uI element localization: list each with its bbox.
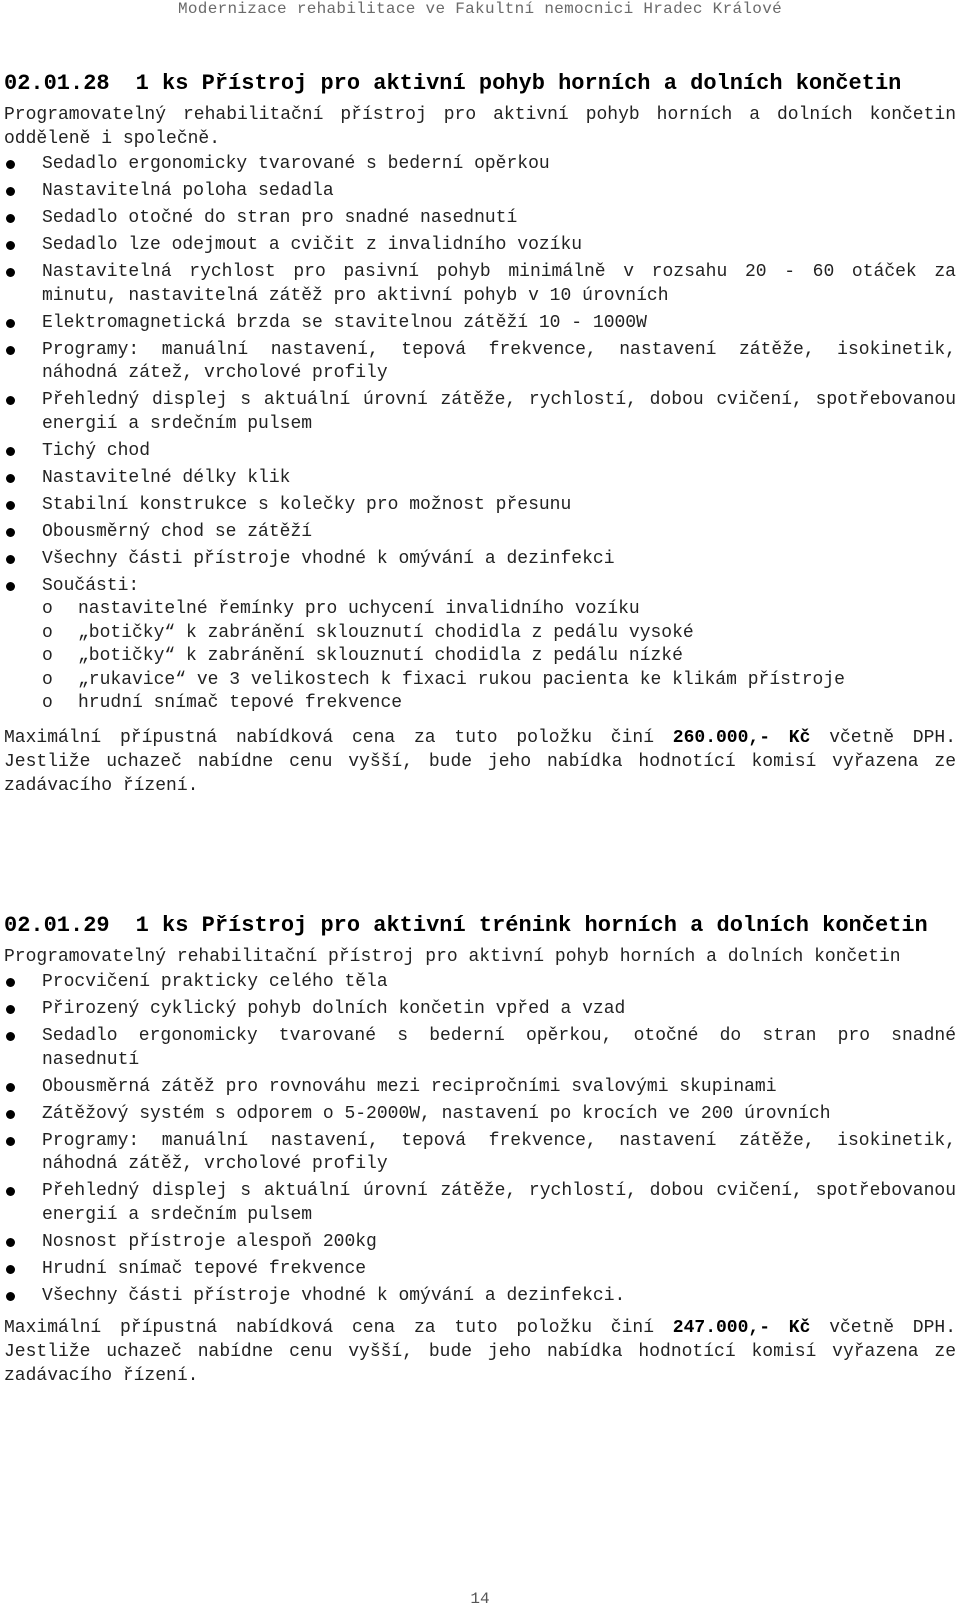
bullet-icon xyxy=(6,241,15,250)
section-heading xyxy=(4,912,956,939)
section-heading xyxy=(4,70,956,97)
list-item: Přehledný displej s aktuální úrovní zátěže, rychlostí, dobou cvičení, spotřebovanou energií a srdečním pulsem xyxy=(4,389,956,436)
page-header: Modernizace rehabilitace ve Fakultní nemocnici Hradec Králové xyxy=(178,0,782,18)
price-paragraph: Maximální přípustná nabídková cena za tuto položku činí 247.000,- Kč včetně DPH. Jestliže uchazeč nabídne cenu vyšší, bude jeho nabídka hodnotící komisí vyřazena ze zadávacího řízení. xyxy=(4,1318,956,1386)
list-item: Všechny části přístroje vhodné k omývání a dezinfekci. xyxy=(4,1285,956,1309)
sub-list-item: o hrudní snímač tepové frekvence xyxy=(4,692,956,716)
bullet-icon xyxy=(6,268,15,277)
bullet-icon xyxy=(6,1292,15,1301)
section-number: 02.01.29 xyxy=(4,913,110,938)
list-item: Nastavitelná poloha sedadla xyxy=(4,180,956,204)
list-item: Přirozený cyklický pohyb dolních končetin vpřed a vzad xyxy=(4,998,956,1022)
section-title: 1 ks Přístroj pro aktivní pohyb horních a dolních končetin xyxy=(135,71,902,96)
sub-bullet-marker: o xyxy=(42,622,53,643)
sub-list-item: o „rukavice“ ve 3 velikostech k fixaci rukou pacienta ke klikám přístroje xyxy=(4,669,956,693)
bullet-icon xyxy=(6,1005,15,1014)
bullet-icon xyxy=(6,1032,15,1041)
list-item: Programy: manuální nastavení, tepová frekvence, nastavení zátěže, isokinetik, náhodná zátež, vrcholové profily xyxy=(4,339,956,386)
list-item: Součásti: xyxy=(4,575,956,599)
list-item: Stabilní konstrukce s kolečky pro možnost přesunu xyxy=(4,494,956,518)
list-item: Procvičení prakticky celého těla xyxy=(4,971,956,995)
max-price: 247.000,- Kč xyxy=(672,1318,811,1338)
section-number: 02.01.28 xyxy=(4,71,110,96)
section-title: 1 ks Přístroj pro aktivní trénink horních a dolních končetin xyxy=(135,913,928,938)
list-item: Tichý chod xyxy=(4,440,956,464)
bullet-icon xyxy=(6,319,15,328)
section-intro: Programovatelný rehabilitační přístroj pro aktivní pohyb horních a dolních končetin xyxy=(4,947,901,967)
list-item: Elektromagnetická brzda se stavitelnou zátěží 10 - 1000W xyxy=(4,312,956,336)
list-item: Sedadlo otočné do stran pro snadné nasednutí xyxy=(4,207,956,231)
section-02-01-29 xyxy=(4,912,956,1388)
list-item: Zátěžový systém s odporem o 5-2000W, nastavení po krocích ve 200 úrovních xyxy=(4,1103,956,1127)
bullet-icon xyxy=(6,1110,15,1119)
bullet-icon xyxy=(6,396,15,405)
list-item: Programy: manuální nastavení, tepová frekvence, nastavení zátěže, isokinetik, náhodná zátěž, vrcholové profily xyxy=(4,1130,956,1177)
list-item: Sedadlo ergonomicky tvarované s bederní opěrkou, otočné do stran pro snadné nasednutí xyxy=(4,1025,956,1072)
section-02-01-28 xyxy=(4,70,956,798)
page-number: 14 xyxy=(470,1590,490,1608)
bullet-icon xyxy=(6,447,15,456)
bullet-icon xyxy=(6,555,15,564)
list-item: Obousměrný chod se zátěží xyxy=(4,521,956,545)
sub-bullet-marker: o xyxy=(42,646,53,666)
bullet-icon xyxy=(6,346,15,355)
list-item: Obousměrná zátěž pro rovnováhu mezi recipročními svalovými skupinami xyxy=(4,1076,956,1100)
list-item: Nastavitelné délky klik xyxy=(4,467,956,491)
bullet-icon xyxy=(6,160,15,169)
list-item: Nosnost přístroje alespoň 200kg xyxy=(4,1231,956,1255)
list-item: Sedadlo ergonomicky tvarované s bederní opěrkou xyxy=(4,153,956,177)
bullet-icon xyxy=(6,1137,15,1146)
feature-list xyxy=(4,153,956,598)
bullet-icon xyxy=(6,1265,15,1274)
section-intro: Programovatelný rehabilitační přístroj pro aktivní pohyb horních a dolních končetin odděleně i společně. xyxy=(4,105,956,149)
list-item: Přehledný displej s aktuální úrovní zátěže, rychlostí, dobou cvičení, spotřebovanou energií a srdečním pulsem xyxy=(4,1180,956,1227)
feature-list xyxy=(4,971,956,1308)
bullet-icon xyxy=(6,474,15,483)
bullet-icon xyxy=(6,1187,15,1196)
price-paragraph: Maximální přípustná nabídková cena za tuto položku činí 260.000,- Kč včetně DPH. Jestliže uchazeč nabídne cenu vyšší, bude jeho nabídka hodnotící komisí vyřazena ze zadávacího řízení. xyxy=(4,727,956,796)
bullet-icon xyxy=(6,978,15,987)
list-item: Hrudní snímač tepové frekvence xyxy=(4,1258,956,1282)
sub-bullet-marker: o xyxy=(42,693,53,713)
bullet-icon xyxy=(6,528,15,537)
sub-bullet-marker: o xyxy=(42,669,53,690)
bullet-icon xyxy=(6,187,15,196)
bullet-icon xyxy=(6,501,15,510)
bullet-icon xyxy=(6,1083,15,1092)
bullet-icon xyxy=(6,214,15,223)
bullet-icon xyxy=(6,582,15,591)
sub-bullet-marker: o xyxy=(42,599,53,619)
components-list xyxy=(4,598,956,716)
sub-list-item: o „botičky“ k zabránění sklouznutí chodidla z pedálu vysoké xyxy=(4,622,956,646)
list-item: Nastavitelná rychlost pro pasivní pohyb minimálně v rozsahu 20 - 60 otáček za minutu, nastavitelná zátěž pro aktivní pohyb v 10 úrovních xyxy=(4,261,956,308)
bullet-icon xyxy=(6,1238,15,1247)
list-item: Všechny části přístroje vhodné k omývání a dezinfekci xyxy=(4,548,956,572)
list-item: Sedadlo lze odejmout a cvičit z invalidního vozíku xyxy=(4,234,956,258)
sub-list-item: o „botičky“ k zabránění sklouznutí chodidla z pedálu nízké xyxy=(4,645,956,669)
max-price: 260.000,- Kč xyxy=(672,727,811,748)
sub-list-item: o nastavitelné řemínky pro uchycení invalidního vozíku xyxy=(4,598,956,622)
